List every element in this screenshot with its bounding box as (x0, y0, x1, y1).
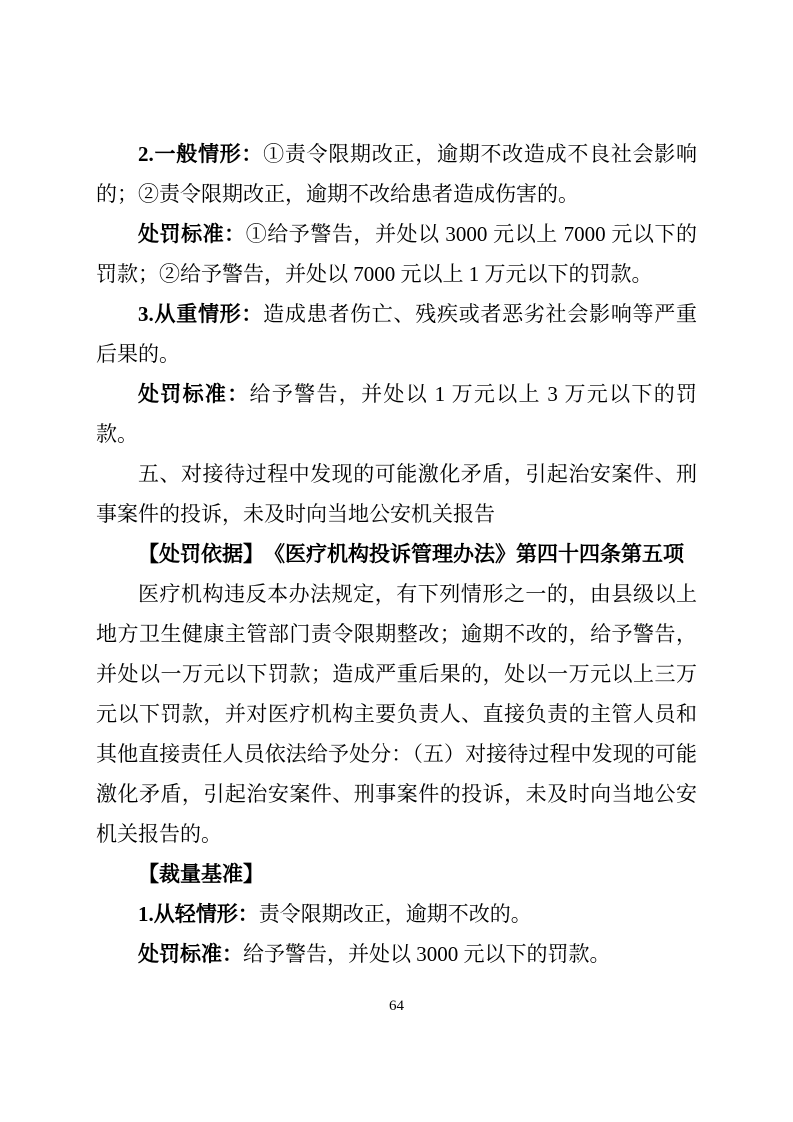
para-label-aggravated-circumstance: 3.从重情形： (138, 302, 264, 326)
para-general-circumstance (96, 134, 697, 214)
para-text-item-five-heading: 五、对接待过程中发现的可能激化矛盾，引起治安案件、刑事案件的投诉，未及时向当地公安机关报告 (96, 462, 697, 526)
document-body (96, 134, 697, 974)
para-label-general-circumstance: 2.一般情形： (138, 142, 264, 166)
para-discretion-benchmark-heading (96, 854, 697, 894)
para-mitigated-circumstance (96, 894, 697, 934)
para-aggravated-circumstance (96, 294, 697, 374)
para-label-penalty-basis: 【处罚依据】 《医疗机构投诉管理办法》第四十四条第五项 (138, 542, 684, 566)
para-item-five-heading (96, 454, 697, 534)
para-penalty-standard-general (96, 214, 697, 294)
para-label-discretion-benchmark: 【裁量基准】 (138, 862, 264, 886)
para-text-general-circumstance: ①责令限期改正，逾期不改造成不良社会影响的；②责令限期改正，逾期不改给患者造成伤害的。 (96, 142, 698, 206)
para-penalty-standard-mitigated (96, 934, 697, 974)
para-text-penalty-standard-mitigated: 给予警告，并处以 3000 元以下的罚款。 (243, 942, 611, 966)
para-penalty-standard-aggravated (96, 374, 697, 454)
page-number: 64 (389, 998, 404, 1014)
para-label-penalty-standard-mitigated: 处罚标准： (138, 942, 243, 966)
para-label-penalty-standard-general: 处罚标准： (138, 222, 246, 246)
para-label-mitigated-circumstance: 1.从轻情形： (138, 902, 259, 926)
para-text-penalty-standard-aggravated: 给予警告，并处以 1 万元以上 3 万元以下的罚款。 (96, 382, 698, 446)
para-text-regulation-text: 医疗机构违反本办法规定，有下列情形之一的，由县级以上地方卫生健康主管部门责令限期整改；逾期不改的，给予警告，并处以一万元以下罚款；造成严重后果的，处以一万元以上三万元以下罚款，并对医疗机构主要负责人、直接负责的主管人员和其他直接责任人员依法给予处分：（五）对接待过程中发现的可能激化矛盾，引起治安案件、刑事案件的投诉，未及时向当地公安机关报告的。 (96, 582, 697, 846)
para-text-aggravated-circumstance: 造成患者伤亡、残疾或者恶劣社会影响等严重后果的。 (96, 302, 698, 366)
para-text-penalty-standard-general: ①给予警告，并处以 3000 元以上 7000 元以下的罚款；②给予警告，并处以 7000 元以上 1 万元以下的罚款。 (96, 222, 698, 286)
para-regulation-text (96, 574, 697, 854)
para-penalty-basis (96, 534, 697, 574)
para-text-mitigated-circumstance: 责令限期改正，逾期不改的。 (258, 902, 532, 926)
para-label-penalty-standard-aggravated: 处罚标准： (138, 382, 250, 406)
